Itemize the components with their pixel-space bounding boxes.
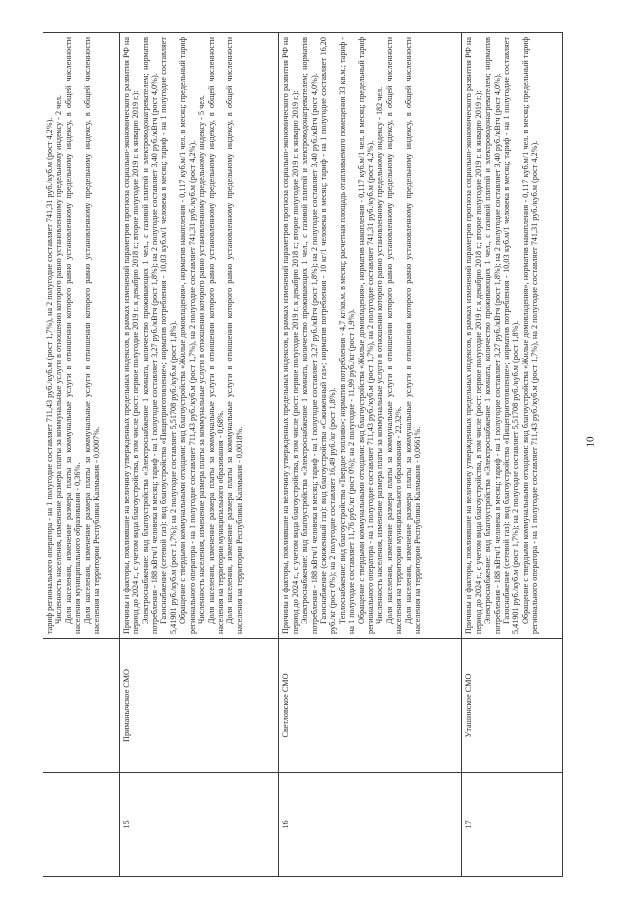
description-paragraph: Электроснабжение: вид благоустройства «Электроснабжение 1 комната, количество проживающих 1 чел., с газовой плитой и электроводонагревателем; норматив потребления - 188 кВтч/1 человека в месяц; тариф - на 1 полугодие составляет 3,27 руб./кВтч (рост 1,8%); на 2 полугодие составляет 3,40 руб./кВтч (рост 4,0%). xyxy=(300,37,319,634)
description-paragraph: Обращение с твердыми коммунальными отходами: вид благоустройства «Жилые домовладения», норматив накопления - 0,117 куб.м/1 чел. в месяц; предельный тариф регионального оператора - на 1 полугодие составляет 711,43 руб./куб.м (рост 1,7%), на 2 полугодие составляет 741,31 руб./куб.м (рост 4,2%). xyxy=(356,37,375,634)
table-row xyxy=(462,33,563,877)
description-paragraph: Газоснабжение (сетевой газ): вид благоустройства «Пищеприготовление»; норматив потребления - 10,03 куб.м/1 человека в месяц; тариф - на 1 полугодие составляет 5,41901 руб./куб.м (рост 1,7%); на 2 полугодие составляет 5,51708 руб./куб.м (рост 1,8%). xyxy=(159,37,178,634)
row-number-cell xyxy=(43,773,119,877)
description-paragraph: Численность населения, изменение размера платы за коммунальные услуги в отношении которого равно установленному предельному индексу - 182 чел. xyxy=(375,86,385,624)
description-paragraph: Теплоснабжение: вид благоустройства «Твердое топливо»; норматив потребления - 4,7 кг/кв.м. в месяц; расчетная площадь отапливаемого помещения 33 кв.м.; тариф - на 1 полугодие составляет 11,76 руб./кг (рост 0%); на 2 полугодие - 11,99 руб./кг (рост 1,9%). xyxy=(337,37,357,634)
description-paragraph: Обращение с твердыми коммунальными отходами: вид благоустройства «Жилые домовладения», норматив накопления - 0,117 куб.м/1 чел. в месяц; предельный тариф регионального оператора - на 1 полугодие составляет 711,43 руб./куб.м (рост 1,7%), на 2 полугодие составляет 741,31 руб./куб.м (рост 4,2%). xyxy=(520,37,540,634)
table-body xyxy=(43,33,563,877)
municipality-name-cell: Приманычское СМО xyxy=(119,639,278,773)
description-cell xyxy=(462,33,563,639)
description-paragraph: Доля населения, изменение размера платы за коммунальные услуги в отношении которого равно установленному предельному индексу, в общей численности населения на территории Республики Калмыкия - 0,0018%. xyxy=(225,37,244,634)
description-paragraph: Доля населения, изменение размера платы за коммунальные услуги в отношении которого равно установленному предельному индексу, в общей численности населения муниципального образования - 0,36%. xyxy=(63,37,83,634)
description-cell xyxy=(119,33,278,639)
municipality-index-table xyxy=(43,32,563,877)
municipality-name-cell xyxy=(43,639,119,773)
description-paragraph: Доля населения, изменение размера платы за коммунальные услуги в отношении которого равно установленному предельному индексу, в общей численности населения на территории муниципального образования - 22,32%. xyxy=(384,37,404,634)
page-number: 10 xyxy=(584,436,597,448)
description-paragraph: Доля населения, изменение размера платы за коммунальные услуги в отношении которого равно установленному предельному индексу, в общей численности населения на территории Республики Калмыкия - 0,0007%. xyxy=(82,37,102,634)
description-paragraph: Доля населения, изменение размера платы за коммунальные услуги в отношении которого равно установленному предельному индексу, в общей численности населения на территории муниципального образования - 0,68%. xyxy=(206,37,225,634)
description-paragraph: Численность населения, изменение размера платы за коммунальные услуги в отношении которого равно установленному предельному индексу - 5 чел. xyxy=(197,95,207,624)
description-paragraph: Обращение с твердыми коммунальными отходами: вид благоустройства «Жилые домовладения», норматив накопления - 0,117 куб.м/1 чел. в месяц; предельный тариф регионального оператора - на 1 полугодие составляет 711,43 руб./куб.м (рост 1,7%), на 2 полугодие составляет 741,31 руб./куб.м (рост 4,2%). xyxy=(178,37,197,634)
municipality-name-cell: Светловское СМО xyxy=(279,639,462,773)
description-paragraph: Причины и факторы, повлиявшие на величину утвержденных предельных индексов, в рамках изменений параметров прогноза социально-экономического развития РФ на период до 2024 г., с учетом вида благоустройства, в том числе (рост: первое полугодие 2019 г. к декабрю 2018 г.; второе полугодие 2019 г. к январю 2019 г.): xyxy=(281,37,300,634)
table-row xyxy=(43,33,119,877)
row-number-cell: 15 xyxy=(119,773,278,877)
description-paragraph: Численность населения, изменение размера платы за коммунальные услуги в отношении которого равно установленному предельному индексу - 2 чел. xyxy=(54,95,64,624)
row-number-cell: 17 xyxy=(462,773,563,877)
description-paragraph: Электроснабжение: вид благоустройства «Электроснабжение 1 комната, количество проживающих 1 чел., с газовой плитой и электроводонагревателем; норматив потребления - 188 кВтч/1 человека в месяц; тариф - на 1 полугодие составляет 3,27 руб./кВтч (рост 1,8%); на 2 полугодие составляет 3,40 руб./кВтч (рост 4,0%). xyxy=(483,37,502,634)
description-paragraph: тариф регионального оператора - на 1 полугодие составляет 711,43 руб./куб.м (рост 1,7%), на 2 полугодие составляет 741,31 руб./куб.м (рост 4,2%). xyxy=(45,117,54,634)
description-paragraph: Причины и факторы, повлиявшие на величину утвержденных предельных индексов, в рамках изменений параметров прогноза социально-экономического развития РФ на период до 2024 г., с учетом вида благоустройства, в том числе (рост: первое полугодие 2019 г. к декабрю 2018 г.; второе полугодие 2019 г. к январю 2019 г.): xyxy=(464,37,483,634)
description-paragraph: Газоснабжение (сетевой газ): вид благоустройства «Пищеприготовление»; норматив потребления - 10,03 куб.м/1 человека в месяц; тариф - на 1 полугодие составляет 5,41901 руб./куб.м (рост 1,7%); на 2 полугодие составляет 5,51708 руб./куб.м (рост 1,8%). xyxy=(502,37,521,634)
description-cell xyxy=(43,33,119,639)
table-row xyxy=(119,33,278,877)
table-row xyxy=(279,33,462,877)
description-paragraph: Газоснабжение (сжиженный газ): вид благоустройства «Сжиженный газ»; норматив потребления - 10 кг/1 человека в месяц; тариф - на 1 полугодие составляет 16,20 руб./кг (рост 0%); на 2 полугодие составляет 16,49 руб./кг (рост 1,8%). xyxy=(318,37,338,634)
municipality-name-cell: Уташинское СМО xyxy=(462,639,563,773)
description-cell xyxy=(279,33,462,639)
description-paragraph: Электроснабжение: вид благоустройства «Электроснабжение 1 комната, количество проживающих 1 чел., с газовой плитой и электроводонагревателем; норматив потребления - 188 кВтч/1 человека в месяц; тариф - на 1 полугодие составляет 3,27 руб./кВтч (рост 1,8%); на 2 полугодие составляет 3,40 руб./кВтч (рост 4,0%). xyxy=(140,37,160,634)
description-paragraph: Причины и факторы, повлиявшие на величину утвержденных предельных индексов, в рамках изменений параметров прогноза социально-экономического развития РФ на период до 2024 г., с учетом вида благоустройства, в том числе (рост: первое полугодие 2019 г. к декабрю 2018 г.; второе полугодие 2019 г. к январю 2019 г.): xyxy=(121,37,141,634)
rotated-table-container xyxy=(43,32,563,877)
description-paragraph: Доля населения, изменение размера платы за коммунальные услуги в отношении которого равно установленному предельному индексу, в общей численности населения на территории Республики Калмыкия - 0,0661%. xyxy=(403,37,423,634)
row-number-cell: 16 xyxy=(279,773,462,877)
